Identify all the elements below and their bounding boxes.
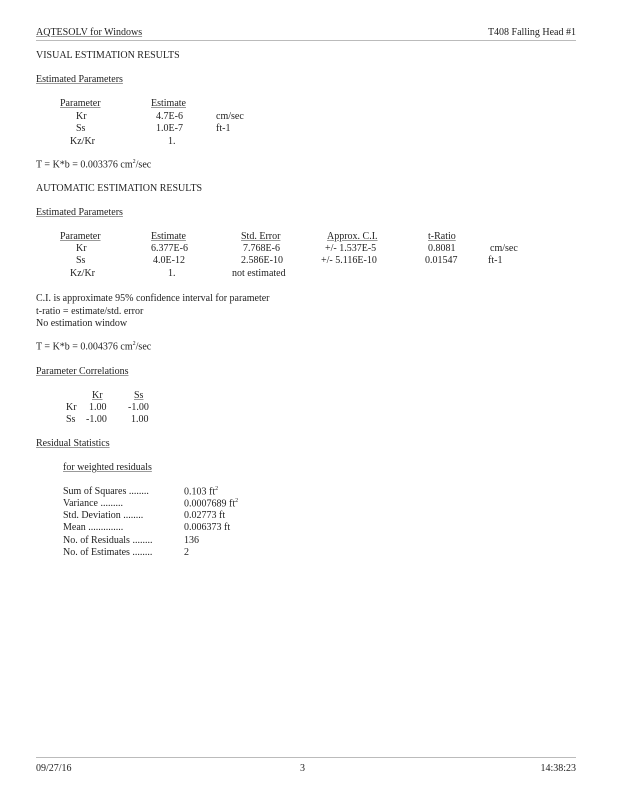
auto-row-estimate: 1. <box>168 268 176 279</box>
auto-row-unit: cm/sec <box>490 243 518 254</box>
auto-t-unit: /sec <box>135 341 152 353</box>
auto-t-equation: T = K*b = 0.004376 cm <box>36 341 133 353</box>
visual-row-param: Ss <box>76 123 86 134</box>
visual-subtitle: Estimated Parameters <box>36 74 123 85</box>
residuals-value <box>184 486 218 497</box>
correlations-title: Parameter Correlations <box>36 366 129 377</box>
residuals-label: Mean .............. <box>63 522 124 533</box>
auto-row-ci: +/- 1.537E-5 <box>325 243 377 254</box>
residuals-value-superscript: 2 <box>215 486 219 492</box>
residuals-subtitle: for weighted residuals <box>63 462 152 473</box>
correlations-cell: 1.00 <box>89 402 107 413</box>
correlations-cell: 1.00 <box>131 414 149 425</box>
auto-row-param: Kr <box>76 243 87 254</box>
auto-row-std-error: 2.586E-10 <box>241 255 283 266</box>
residuals-value-text: 0.103 ft <box>184 486 216 498</box>
visual-row-unit: ft-1 <box>216 123 231 134</box>
residuals-label: No. of Estimates ........ <box>63 547 153 558</box>
visual-transmissivity <box>36 159 151 170</box>
auto-row-ci: +/- 5.116E-10 <box>321 255 377 266</box>
auto-note: No estimation window <box>36 318 128 329</box>
visual-row-param: Kz/Kr <box>70 136 95 147</box>
correlations-row-label: Ss <box>66 414 76 425</box>
visual-row-estimate: 1. <box>168 136 176 147</box>
header-rule <box>36 40 576 41</box>
auto-col-estimate: Estimate <box>151 231 186 242</box>
residuals-value-superscript: 2 <box>235 498 239 504</box>
residuals-value <box>184 522 230 533</box>
auto-row-param: Ss <box>76 255 86 266</box>
visual-col-estimate: Estimate <box>151 98 186 109</box>
auto-row-param: Kz/Kr <box>70 268 95 279</box>
residuals-value <box>184 547 189 558</box>
auto-note: t-ratio = estimate/std. error <box>36 306 144 317</box>
auto-col-approx-ci: Approx. C.I. <box>327 231 378 242</box>
visual-row-estimate: 1.0E-7 <box>156 123 183 134</box>
residuals-label: No. of Residuals ........ <box>63 535 153 546</box>
correlations-cell: -1.00 <box>128 402 149 413</box>
residuals-value-text: 0.006373 ft <box>184 522 231 533</box>
residuals-value-text: 2 <box>184 547 189 558</box>
auto-col-t-ratio: t-Ratio <box>428 231 456 242</box>
footer-page-number: 3 <box>300 763 305 774</box>
visual-row-param: Kr <box>76 111 87 122</box>
visual-section-title: VISUAL ESTIMATION RESULTS <box>36 50 180 61</box>
header-app-title: AQTESOLV for Windows <box>36 27 143 38</box>
visual-row-unit: cm/sec <box>216 111 244 122</box>
auto-note: C.I. is approximate 95% confidence interval for parameter <box>36 293 270 304</box>
auto-row-std-error: 7.768E-6 <box>243 243 280 254</box>
residuals-value <box>184 498 238 509</box>
visual-t-unit: /sec <box>135 159 152 171</box>
auto-t-superscript: 2 <box>132 341 136 347</box>
auto-subtitle: Estimated Parameters <box>36 207 123 218</box>
correlations-col-header: Kr <box>92 390 103 401</box>
auto-row-estimate: 4.0E-12 <box>153 255 185 266</box>
residuals-label: Std. Deviation ........ <box>63 510 144 521</box>
residuals-title: Residual Statistics <box>36 438 110 449</box>
auto-row-std-error: not estimated <box>232 268 286 279</box>
residuals-value-text: 136 <box>184 535 199 546</box>
residuals-value <box>184 535 199 546</box>
residuals-label: Variance ......... <box>63 498 123 509</box>
auto-row-unit: ft-1 <box>488 255 503 266</box>
footer-time: 14:38:23 <box>540 763 576 774</box>
auto-row-estimate: 6.377E-6 <box>151 243 188 254</box>
correlations-col-header: Ss <box>134 390 144 401</box>
visual-t-superscript: 2 <box>132 159 136 165</box>
auto-col-std-error: Std. Error <box>241 231 281 242</box>
auto-section-title: AUTOMATIC ESTIMATION RESULTS <box>36 183 203 194</box>
auto-row-t-ratio: 0.01547 <box>425 255 458 266</box>
footer-rule <box>36 757 576 758</box>
header-document-title: T408 Falling Head #1 <box>487 27 576 38</box>
auto-transmissivity <box>36 341 151 352</box>
auto-row-t-ratio: 0.8081 <box>428 243 456 254</box>
residuals-label: Sum of Squares ........ <box>63 486 149 497</box>
correlations-row-label: Kr <box>66 402 77 413</box>
residuals-value <box>184 510 225 521</box>
auto-col-parameter: Parameter <box>60 231 101 242</box>
visual-row-estimate: 4.7E-6 <box>156 111 183 122</box>
footer-date: 09/27/16 <box>36 763 72 774</box>
visual-t-equation: T = K*b = 0.003376 cm <box>36 159 133 171</box>
residuals-value-text: 0.0007689 ft <box>184 498 236 510</box>
visual-col-parameter: Parameter <box>60 98 101 109</box>
residuals-value-text: 0.02773 ft <box>184 510 226 521</box>
correlations-cell: -1.00 <box>86 414 107 425</box>
